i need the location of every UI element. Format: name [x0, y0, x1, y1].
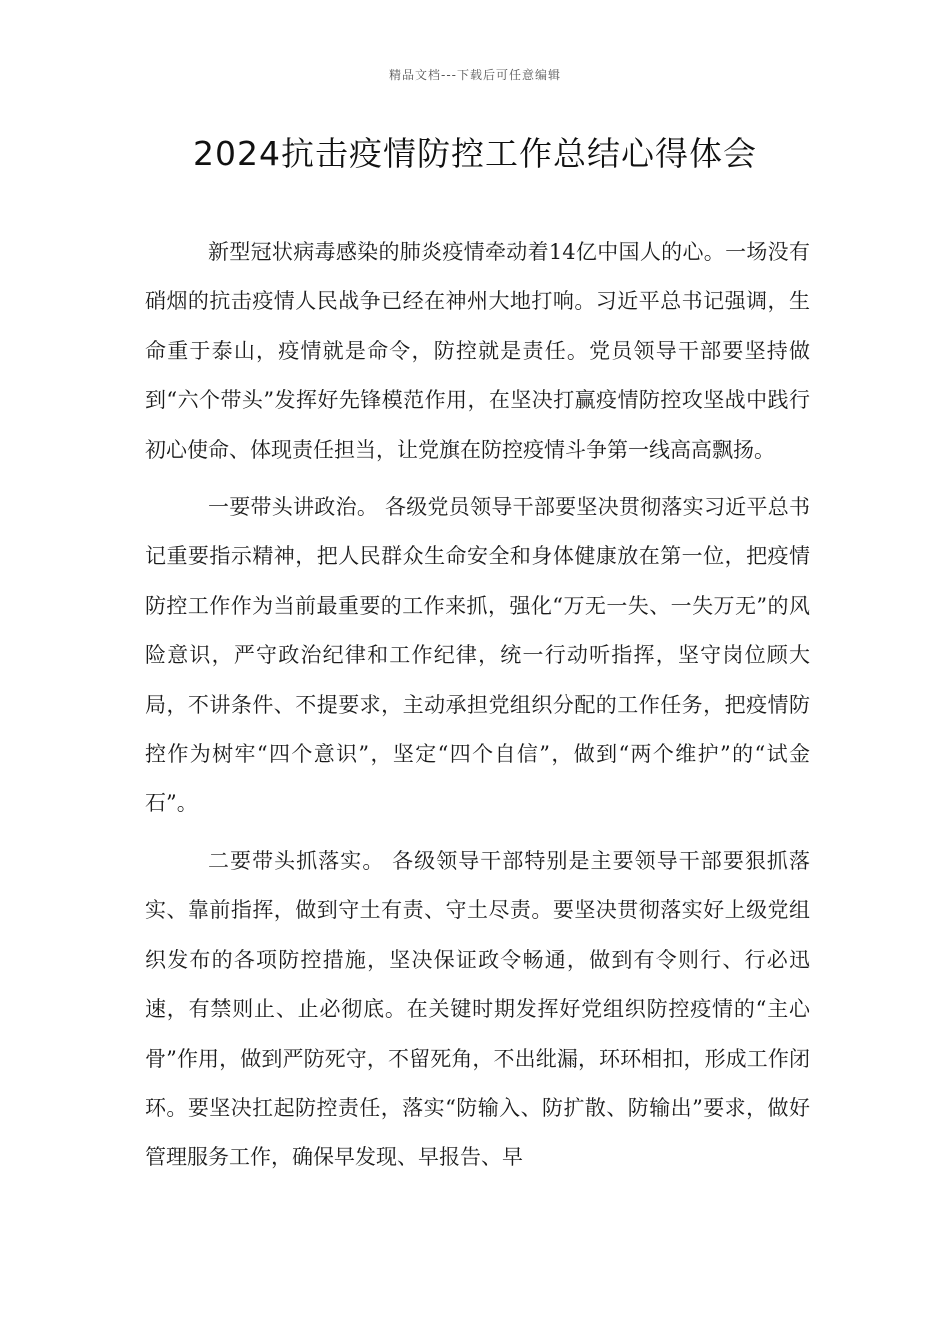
paragraph-implementation: 二要带头抓落实。 各级领导干部特别是主要领导干部要狠抓落实、靠前指挥，做到守土有责、守土尽责。要坚决贯彻落实好上级党组织发布的各项防控措施，坚决保证政令畅通，做到有令则行、行必迅速，有禁则止、止必彻底。在关键时期发挥好党组织防控疫情的“主心骨”作用，做到严防死守，不留死角，不出纰漏，环环相扣，形成工作闭环。要坚决扛起防控责任，落实“防输入、防扩散、防输出”要求，做好管理服务工作，确保早发现、早报告、早: [145, 848, 810, 1170]
header-note: 精品文档---下载后可任意编辑: [389, 68, 561, 82]
document-title: 2024抗击疫情防控工作总结心得体会: [193, 134, 757, 173]
paragraph-intro: 新型冠状病毒感染的肺炎疫情牵动着14亿中国人的心。一场没有硝烟的抗击疫情人民战争已经在神州大地打响。习近平总书记强调，生命重于泰山，疫情就是命令，防控就是责任。党员领导干部要坚持做到“六个带头”发挥好先锋模范作用，在坚决打赢疫情防控攻坚战中践行初心使命、体现责任担当，让党旗在防控疫情斗争第一线高高飘扬。: [145, 240, 810, 462]
document-body: [145, 228, 810, 1191]
paragraph-politics: 一要带头讲政治。 各级党员领导干部要坚决贯彻落实习近平总书记重要指示精神，把人民群众生命安全和身体健康放在第一位，把疫情防控工作作为当前最重要的工作来抓，强化“万无一失、一失万无”的风险意识，严守政治纪律和工作纪律，统一行动听指挥，坚守岗位顾大局，不讲条件、不提要求，主动承担党组织分配的工作任务，把疫情防控作为树牢“四个意识”，坚定“四个自信”，做到“两个维护”的“试金石”。: [145, 495, 810, 816]
